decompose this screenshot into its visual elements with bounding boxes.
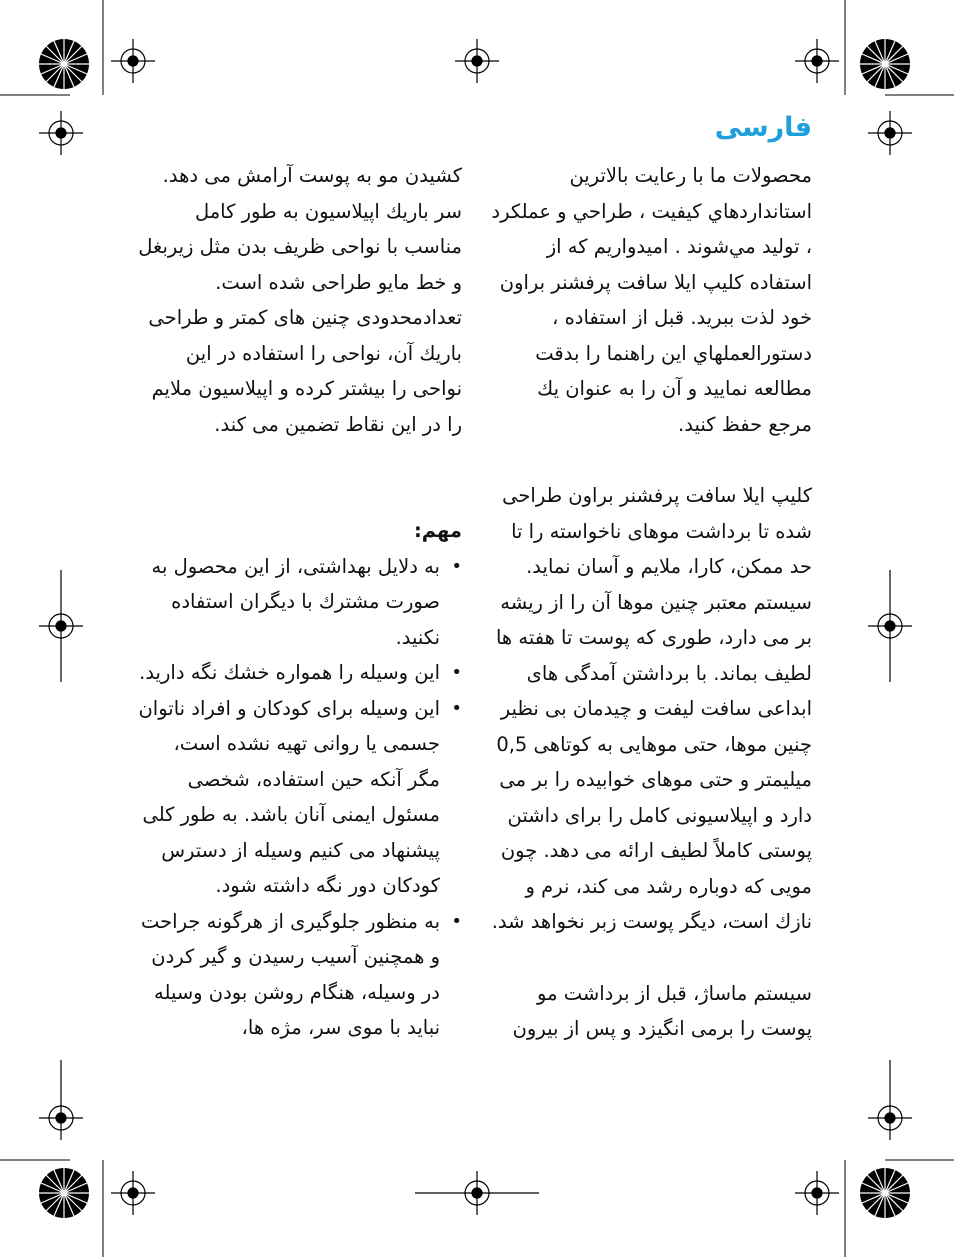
crosshair-mark-right-2 <box>868 570 912 682</box>
safety-list <box>136 549 462 1046</box>
starburst-mark-top-left <box>39 39 89 89</box>
list-item: • این وسیله برای كودكان و افراد ناتوان جسمی یا روانی تهیه نشده است، مگر آنكه حین استفاده، شخصی مسئول ایمنی آنان باشد. به طور كلی پیشنهاد می كنیم وسیله از دسترس كودكان دور نگه داشته شود. <box>136 691 462 904</box>
starburst-mark-bottom-left <box>39 1168 89 1218</box>
left-column <box>136 158 462 1046</box>
list-item: • این وسیله را همواره خشك نگه دارید. <box>136 655 462 691</box>
crosshair-mark-top-3 <box>795 39 839 83</box>
crosshair-mark-right-1 <box>868 111 912 155</box>
starburst-mark-top-right <box>860 39 910 89</box>
product-description-paragraph: كليپ ايلا سافت پرفشنر براون طراحی شده تا برداشت موهای ناخواسته را تا حد ممكن، كارا، ملایم و آسان نماید. سیستم معتبر چنین موها آن را از ریشه بر می دارد، طوری كه پوست تا هفته ها لطیف بماند. با برداشتن آمدگی های ابداعی سافت لیفت و چیدمان بی نظیر چنین موها، حتی موهایی به كوتاهی 0,5 میلیمتر و حتی موهای خوابیده را بر می دارد و اپیلاسیونی كامل را برای داشتن پوستی كاملاً لطیف ارائه می دهد. چون مویی كه دوباره رشد می كند، نرم و نازك است، دیگر پوست زبر نخواهد شد. <box>491 484 812 933</box>
crosshair-mark-bottom-2 <box>415 1171 539 1215</box>
right-column <box>488 158 812 1083</box>
starburst-mark-bottom-right <box>860 1168 910 1218</box>
important-heading: مهم: <box>413 519 462 542</box>
crosshair-mark-left-1 <box>39 111 83 155</box>
crosshair-mark-bottom-1 <box>111 1171 155 1215</box>
crosshair-mark-right-3 <box>868 1060 912 1140</box>
crosshair-mark-bottom-3 <box>795 1171 839 1215</box>
list-item: • به دلایل بهداشتی، از این محصول به صورت مشترك با دیگران استفاده نكنید. <box>136 549 462 656</box>
crosshair-mark-left-2 <box>39 570 83 682</box>
crosshair-mark-top-2 <box>455 39 499 83</box>
crosshair-mark-left-3 <box>39 1060 83 1140</box>
massage-system-paragraph: سیستم ماساژ، قبل از برداشت مو پوست را برمی انگیزد و پس از بیرون <box>512 981 812 1040</box>
page-title: فارسی <box>714 112 812 143</box>
list-item: • به منظور جلوگیری از هرگونه جراحت و همچنین آسیب رسیدن و گیر كردن در وسیله، هنگام روشن بودن وسیله نباید با موی سر، مژه ها، <box>136 904 462 1046</box>
continued-paragraph: كشیدن مو به پوست آرامش می دهد. سر باریك اپیلاسیون به طور كامل مناسب با نواحی ظریف بدن مثل زیربغل و خط مایو طراحی شده است. تعدادمحدودی چنین های كمتر و طراحی باریك آن، نواحی را استفاده در این نواحی را بیشتر كرده و اپیلاسیون ملایم را در این نقاط تضمین می كند. <box>138 164 462 436</box>
intro-paragraph: محصولات ما با رعايت بالاترين استانداردهاي كيفيت ، طراحي و عملكرد ، توليد مي‌شوند . اميدواريم كه از استفاده كليپ ايلا سافت پرفشنر براون خود لذت ببريد. قبل از استفاده ، دستورالعملهاي اين راهنما را بدقت مطالعه نماييد و آن را به عنوان يك مرجع حفظ كنيد. <box>491 164 812 436</box>
crosshair-mark-top-1 <box>111 39 155 83</box>
